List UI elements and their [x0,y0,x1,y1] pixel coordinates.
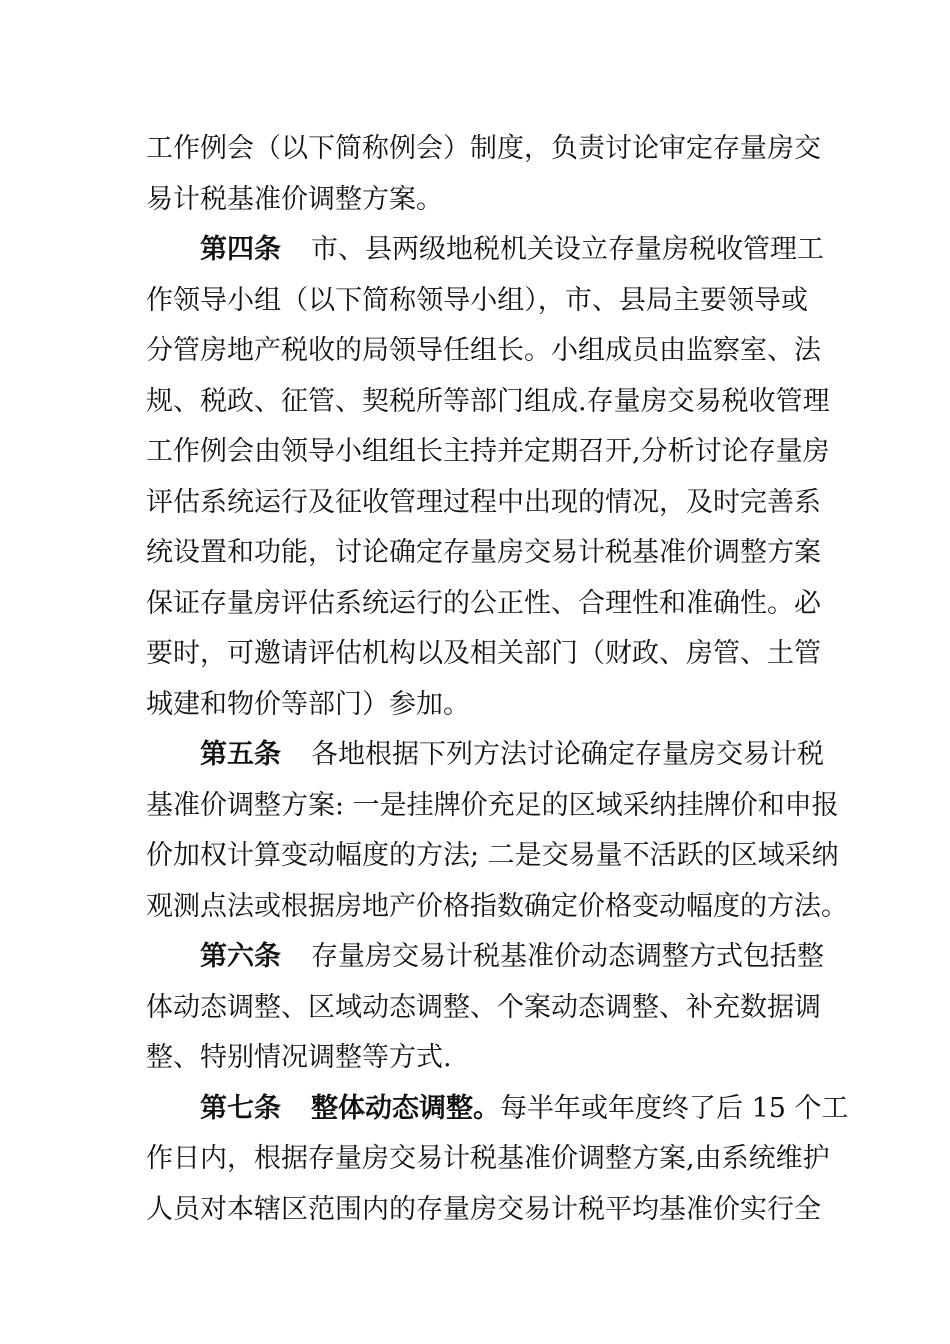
article-4 [146,225,830,730]
article-heading: 第六条 [200,941,281,972]
text-line: 易计税基准价调整方案。 [146,183,443,215]
article-first-line [146,225,824,276]
article-7 [146,1084,849,1236]
text-line: 作领导小组（以下简称领导小组），市、县局主要领导或 [146,284,808,316]
text-line: 规、税政、征管、契税所等部门组成.存量房交易税收管理 [146,385,830,417]
text-line: 工作例会（以下简称例会）制度，负责讨论审定存量房交 [146,133,821,164]
text-line: 评估系统运行及征收管理过程中出现的情况，及时完善系 [146,486,821,518]
text-line: 观测点法或根据房地产价格指数确定价格变动幅度的方法。 [146,890,848,922]
text-line: 基准价调整方案: 一是挂牌价充足的区域采纳挂牌价和申报 [146,789,839,821]
document-page [146,124,849,1235]
article-text: 存量房交易计税基准价动态调整方式包括整 [311,941,824,972]
article-first-line [146,730,824,781]
text-line: 保证存量房评估系统运行的公正性、合理性和准确性。必 [146,587,821,619]
article-6 [146,932,824,1084]
article-heading: 第五条 [200,739,281,770]
paragraph-continuation [146,124,821,225]
text-line: 分管房地产税收的局领导任组长。小组成员由监察室、法 [146,335,821,366]
article-subheading: 整体动态调整。 [311,1092,500,1124]
article-text: 各地根据下列方法讨论确定存量房交易计税 [311,739,824,770]
text-line: 人员对本辖区范围内的存量房交易计税平均基准价实行全 [146,1193,821,1225]
article-text: 每半年或年度终了后 15 个工 [500,1092,849,1124]
text-line: 要时，可邀请评估机构以及相关部门（财政、房管、土管 [146,638,821,669]
article-first-line [146,932,824,983]
text-line: 体动态调整、区域动态调整、个案动态调整、补充数据调 [146,991,821,1023]
text-line: 整、特别情况调整等方式. [146,1042,452,1073]
text-line: 作日内，根据存量房交易计税基准价调整方案,由系统维护 [146,1143,830,1174]
article-heading: 第七条 [200,1092,281,1124]
article-5 [146,730,848,932]
text-line: 工作例会由领导小组组长主持并定期召开,分析讨论存量房 [146,436,830,467]
article-heading: 第四条 [200,234,281,265]
text-line: 城建和物价等部门）参加。 [146,688,470,720]
text-line: 价加权计算变动幅度的方法; 二是交易量不活跃的区域采纳 [146,840,839,871]
article-first-line [146,1084,849,1135]
text-line: 统设置和功能，讨论确定存量房交易计税基准价调整方案 [146,537,821,568]
article-text: 市、县两级地税机关设立存量房税收管理工 [311,234,824,265]
